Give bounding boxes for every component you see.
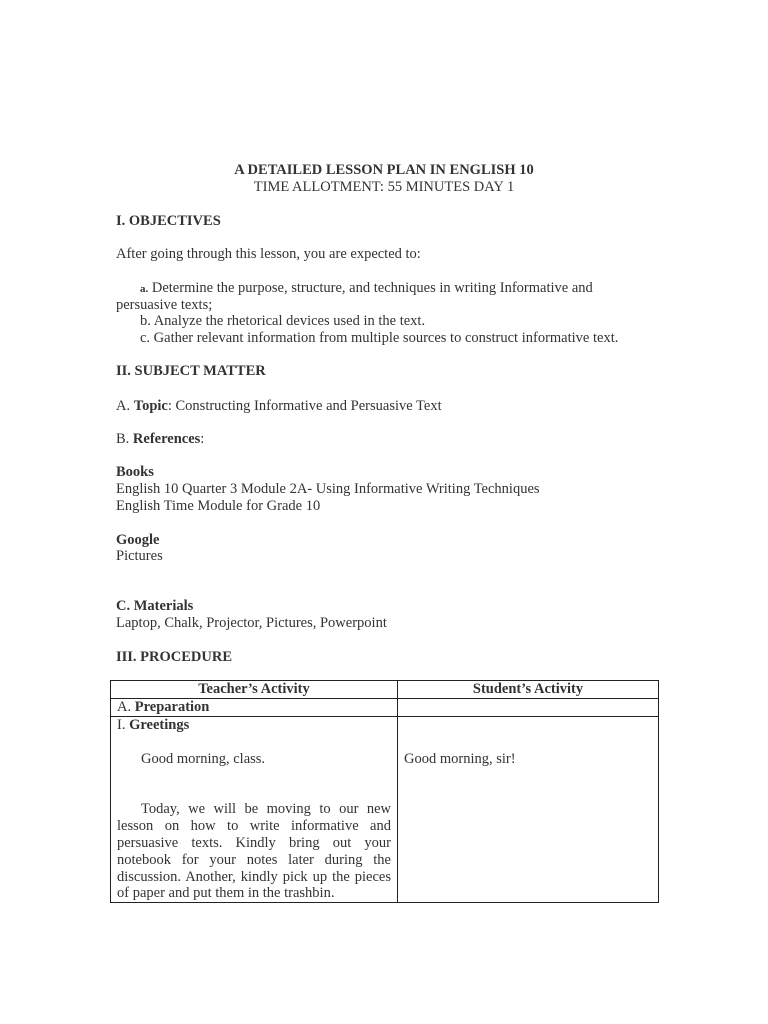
references-suffix: : [200, 431, 205, 447]
materials-value: Laptop, Chalk, Projector, Pictures, Powerpoint [116, 615, 387, 631]
objectives-heading: I. OBJECTIVES [116, 213, 221, 229]
books-heading: Books [116, 464, 154, 480]
topic-label: Topic [133, 398, 168, 414]
references-line [116, 431, 204, 448]
objective-b: b. Analyze the rhetorical devices used in the text. [140, 313, 426, 329]
objective-a-line2: persuasive texts; [116, 297, 213, 313]
empty-cell [398, 699, 659, 717]
references-prefix: B. [116, 431, 133, 447]
procedure-heading: III. PROCEDURE [116, 649, 233, 665]
student-activity-header: Student’s Activity [398, 681, 659, 699]
objective-a-text: Determine the purpose, structure, and techniques in writing Informative and [151, 280, 593, 296]
google-item: Pictures [116, 548, 163, 564]
materials-heading: C. Materials [116, 598, 194, 614]
book-item: English Time Module for Grade 10 [116, 498, 321, 514]
table-row [111, 716, 659, 902]
time-allotment: TIME ALLOTMENT: 55 MINUTES DAY 1 [253, 179, 515, 195]
references-label: References [132, 431, 201, 447]
student-greeting: Good morning, sir! [404, 750, 516, 767]
preparation-label: Preparation [134, 699, 210, 715]
objective-c: c. Gather relevant information from multiple sources to construct informative text. [140, 330, 619, 346]
objectives-intro: After going through this lesson, you are expected to: [116, 246, 421, 262]
teacher-greeting: Good morning, class. [141, 750, 266, 767]
preparation-cell [111, 699, 398, 717]
document-title: A DETAILED LESSON PLAN IN ENGLISH 10 [234, 162, 534, 178]
objective-a-letter: a. [140, 283, 149, 295]
teacher-activity-header: Teacher’s Activity [111, 681, 398, 699]
topic-value: : Constructing Informative and Persuasive Text [167, 398, 442, 414]
objective-a-line1 [140, 280, 593, 298]
procedure-table [110, 680, 659, 903]
student-greetings-cell [398, 716, 659, 902]
table-row [111, 699, 659, 717]
table-header-row [111, 681, 659, 699]
teacher-paragraph: Today, we will be moving to our new lesson on how to write informative and persuasive texts. Kindly bring out your notebook for your notes later during the discussion. Another, kindly pick up the pieces of paper and put them in the trashbin. [117, 801, 391, 902]
teacher-greetings-cell [111, 716, 398, 902]
subject-matter-heading: II. SUBJECT MATTER [116, 363, 266, 379]
greetings-title [117, 717, 391, 734]
greetings-label: Greetings [129, 716, 190, 733]
preparation-prefix: A. [117, 699, 135, 715]
book-item: English 10 Quarter 3 Module 2A- Using Informative Writing Techniques [116, 481, 540, 497]
greetings-prefix: I. [117, 716, 130, 733]
topic-line [116, 398, 442, 415]
google-heading: Google [116, 532, 160, 548]
topic-prefix: A. [116, 398, 134, 414]
